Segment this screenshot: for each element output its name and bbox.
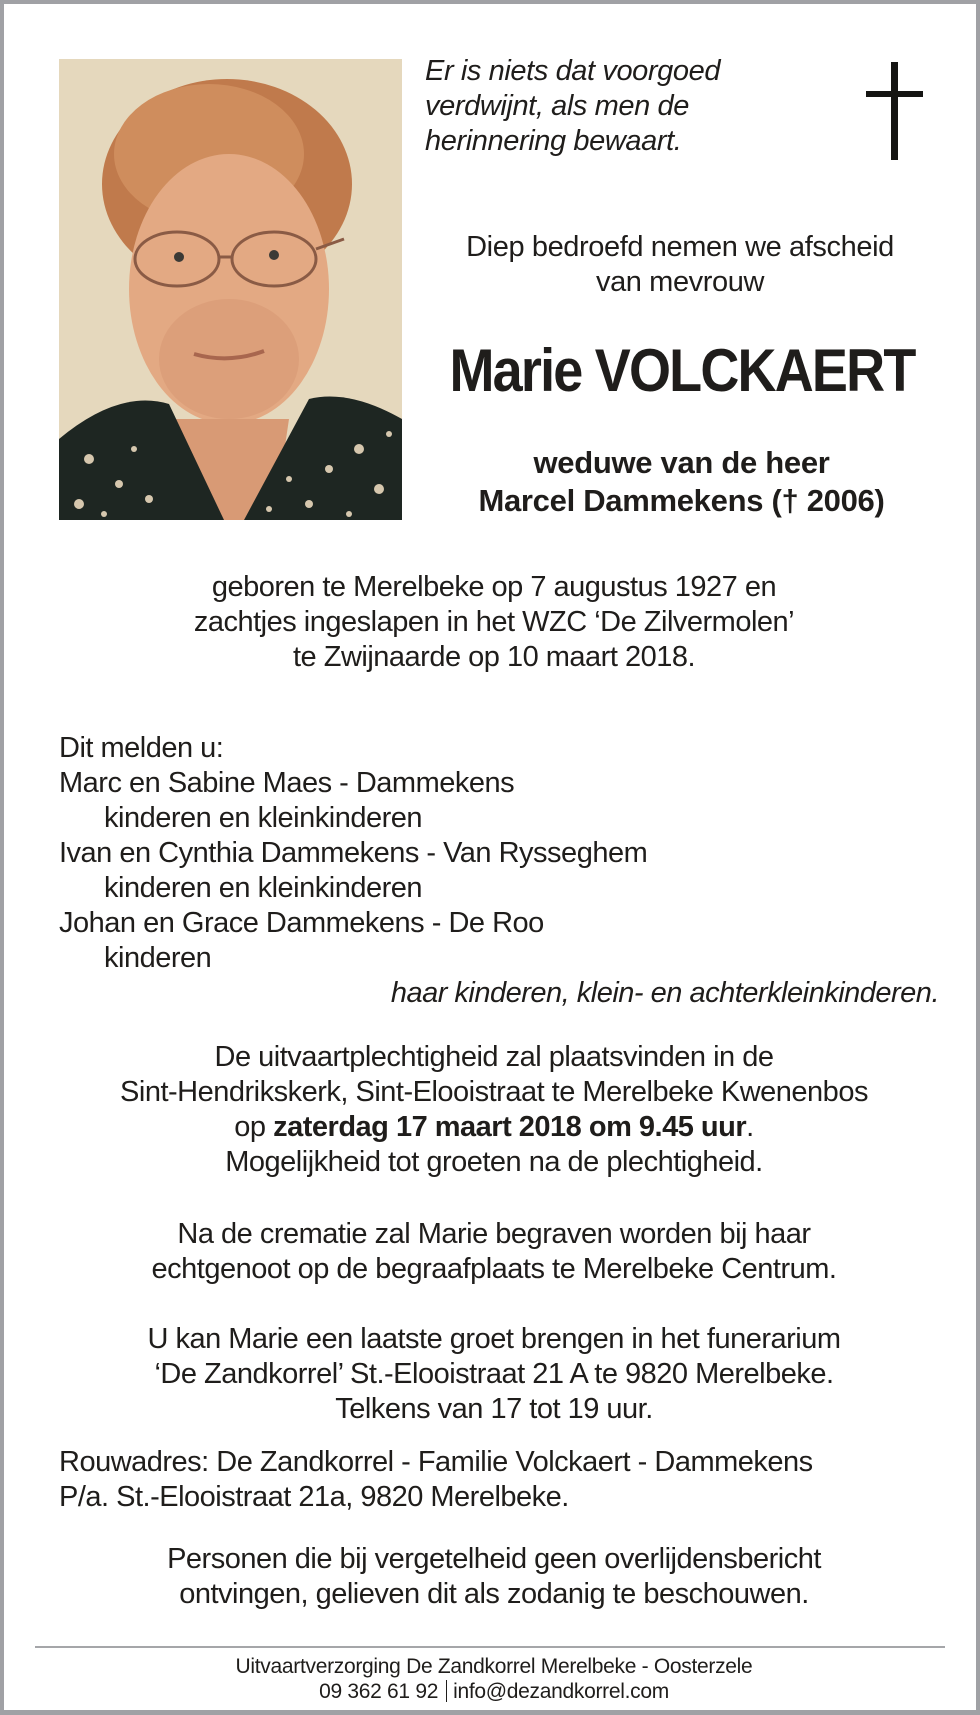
address-line: P/a. St.-Elooistraat 21a, 9820 Merelbeke.: [59, 1481, 569, 1513]
notice-text: [44, 1542, 944, 1612]
funeral-home-name: Uitvaartverzorging De Zandkorrel Merelbeke - Oosterzele: [235, 1655, 753, 1678]
ceremony-date: zaterdag 17 maart 2018 om 9.45 uur: [273, 1111, 747, 1143]
obituary-card: [4, 4, 976, 1710]
phone-number: 09 362 61 92: [319, 1680, 439, 1703]
portrait-photo: [59, 59, 402, 520]
quote-line: herinnering bewaart.: [425, 125, 682, 157]
birth-death-line: zachtjes ingeslapen in het WZC ‘De Zilvermolen’: [193, 606, 795, 638]
quote-line: verdwijnt, als men de: [425, 90, 689, 122]
ceremony-line: De uitvaartplechtigheid zal plaatsvinden in de: [214, 1041, 774, 1073]
ceremony-line: Sint-Hendrikskerk, Sint-Elooistraat te Merelbeke Kwenenbos: [120, 1076, 868, 1108]
notice-line: ontvingen, gelieven dit als zodanig te beschouwen.: [179, 1578, 809, 1610]
family-heading: Dit melden u:: [59, 732, 224, 764]
family-closing: haar kinderen, klein- en achterkleinkinderen.: [390, 977, 939, 1009]
burial-info: [44, 1217, 944, 1287]
ceremony-date-suffix: .: [746, 1111, 754, 1143]
ceremony-info: [44, 1040, 944, 1180]
separator: [446, 1680, 447, 1702]
funeral-home-footer: [44, 1654, 944, 1704]
family-member-sub: kinderen: [104, 942, 212, 974]
visitation-line: Telkens van 17 tot 19 uur.: [335, 1393, 653, 1425]
family-list: [59, 731, 939, 1011]
ceremony-line: Mogelijkheid tot groeten na de plechtigheid.: [225, 1146, 763, 1178]
family-member-names: Ivan en Cynthia Dammekens - Van Rysseghem: [59, 837, 648, 869]
intro-line: Diep bedroefd nemen we afscheid: [466, 231, 894, 263]
address-line: Rouwadres: De Zandkorrel - Familie Volckaert - Dammekens: [59, 1446, 813, 1478]
burial-line: echtgenoot op de begraafplaats te Merelbeke Centrum.: [151, 1253, 837, 1285]
visitation-line: U kan Marie een laatste groet brengen in het funerarium: [147, 1323, 841, 1355]
widow-line: weduwe van de heer: [533, 445, 830, 480]
family-member-sub: kinderen en kleinkinderen: [104, 802, 422, 834]
family-member-names: Marc en Sabine Maes - Dammekens: [59, 767, 515, 799]
memorial-quote: [425, 54, 785, 159]
family-member-names: Johan en Grace Dammekens - De Roo: [59, 907, 544, 939]
birth-death-line: te Zwijnaarde op 10 maart 2018.: [292, 641, 696, 673]
cross-icon: [866, 62, 924, 162]
burial-line: Na de crematie zal Marie begraven worden bij haar: [177, 1218, 811, 1250]
visitation-info: [44, 1322, 944, 1427]
contact-line: [44, 1679, 944, 1704]
family-member-sub: kinderen en kleinkinderen: [104, 872, 422, 904]
spouse-info: [419, 444, 944, 520]
ceremony-date-prefix: op: [234, 1111, 274, 1143]
quote-line: Er is niets dat voorgoed: [425, 55, 721, 87]
deceased-name: Marie VOLCKAERT: [449, 337, 915, 404]
notice-line: Personen die bij vergetelheid geen overlijdensbericht: [167, 1543, 821, 1575]
intro-text: [425, 230, 935, 300]
ceremony-date-line: [44, 1110, 944, 1145]
birth-death-info: [44, 570, 944, 675]
spouse-name: Marcel Dammekens († 2006): [478, 483, 885, 518]
footer-divider: [35, 1646, 945, 1648]
mourning-address: [59, 1445, 939, 1515]
intro-line: van mevrouw: [595, 266, 765, 298]
visitation-line: ‘De Zandkorrel’ St.-Elooistraat 21 A te 9820 Merelbeke.: [154, 1358, 834, 1390]
email-address[interactable]: info@dezandkorrel.com: [453, 1680, 669, 1703]
birth-death-line: geboren te Merelbeke op 7 augustus 1927 en: [211, 571, 777, 603]
